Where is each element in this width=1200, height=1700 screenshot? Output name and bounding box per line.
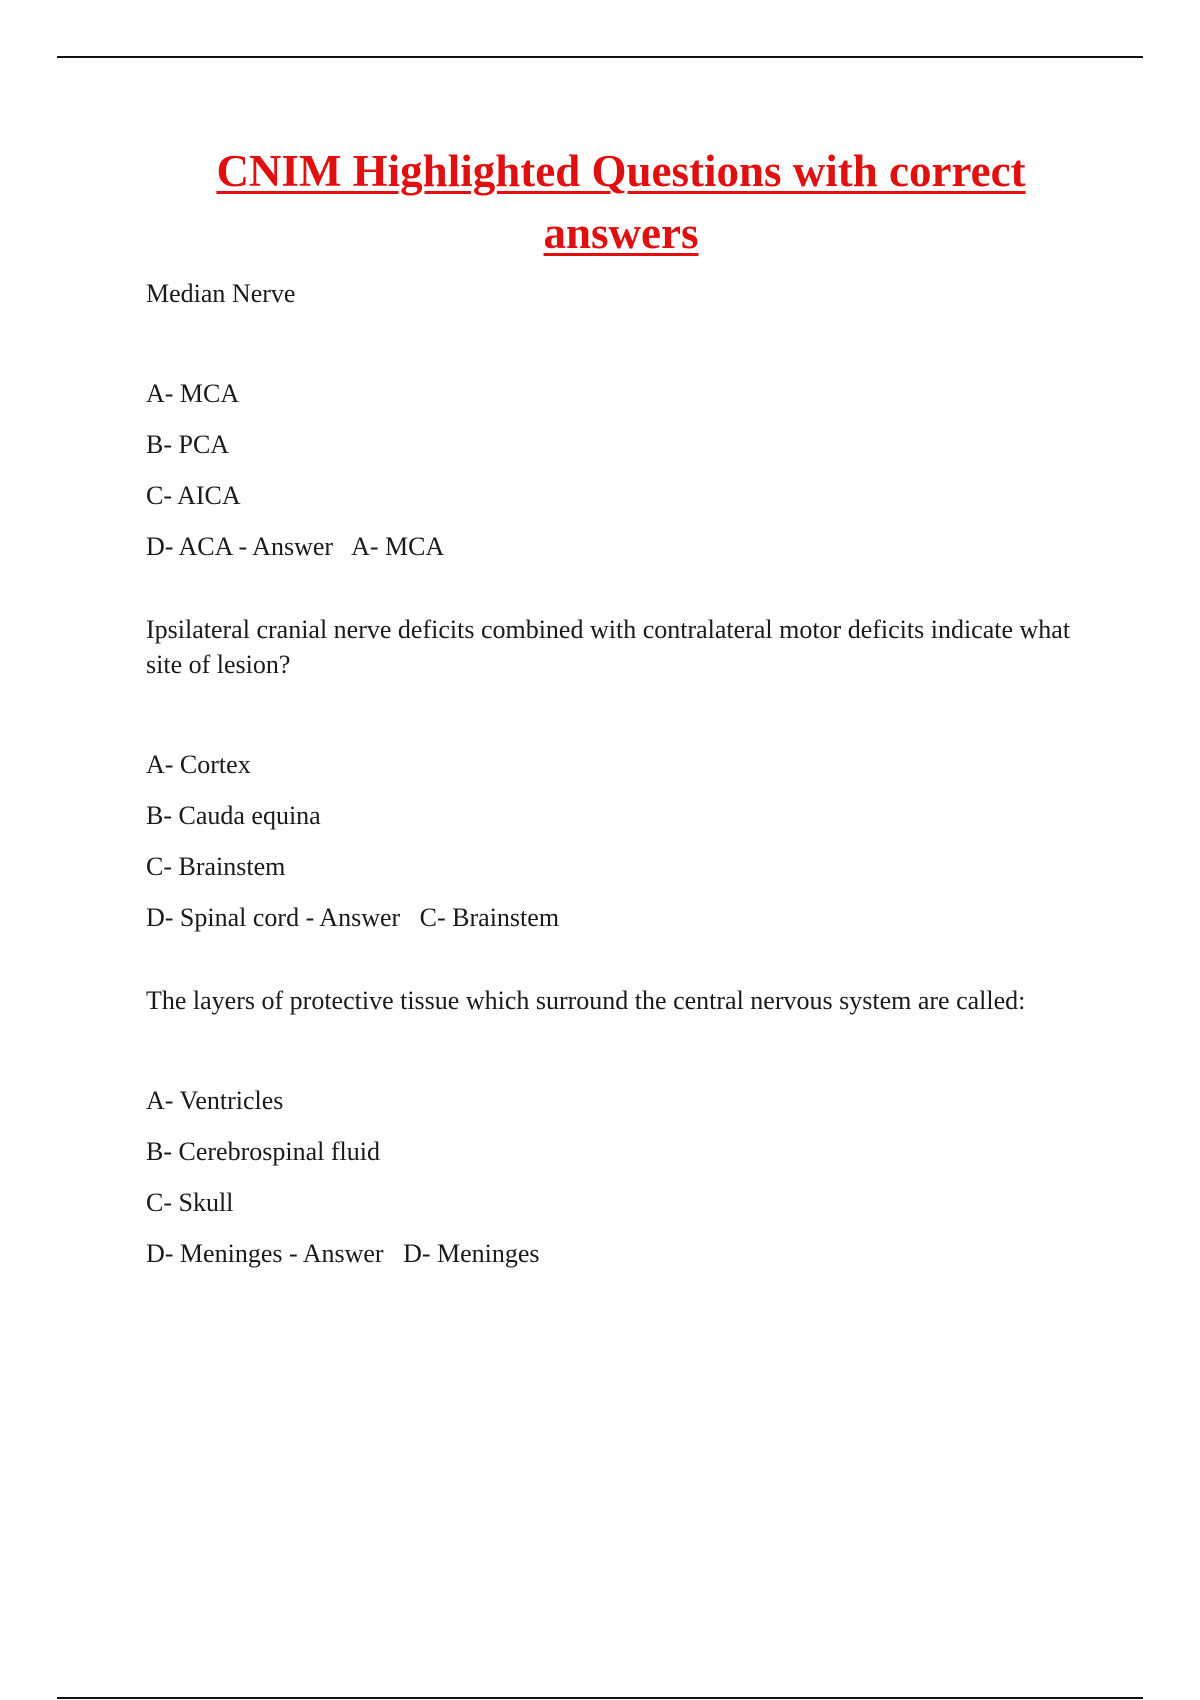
option-a: A- Ventricles (146, 1086, 284, 1115)
option-b: B- Cauda equina (146, 801, 321, 830)
document-title: CNIM Highlighted Questions with correct answers (216, 146, 1026, 258)
bottom-rule (57, 1697, 1143, 1699)
option-d-with-answer: D- Meninges - Answer D- Meninges (146, 1239, 540, 1268)
option-list (146, 1086, 1096, 1269)
question-block-1 (146, 276, 1096, 562)
document-body (146, 140, 1096, 1319)
option-c: C- AICA (146, 481, 241, 510)
option-b: B- PCA (146, 430, 230, 459)
option-c: C- Skull (146, 1188, 234, 1217)
question-text: Median Nerve (146, 279, 296, 308)
option-list (146, 379, 1096, 562)
option-a: A- Cortex (146, 750, 251, 779)
question-text: The layers of protective tissue which surround the central nervous system are called: (146, 986, 1026, 1015)
option-a: A- MCA (146, 379, 240, 408)
question-block-3 (146, 983, 1096, 1269)
option-d-with-answer: D- ACA - Answer A- MCA (146, 532, 445, 561)
top-rule (57, 56, 1143, 58)
question-block-2 (146, 612, 1096, 933)
option-c: C- Brainstem (146, 852, 286, 881)
option-b: B- Cerebrospinal fluid (146, 1137, 380, 1166)
option-d-with-answer: D- Spinal cord - Answer C- Brainstem (146, 903, 560, 932)
question-text: Ipsilateral cranial nerve deficits combined with contralateral motor deficits indicate what site of lesion? (146, 615, 1071, 679)
option-list (146, 750, 1096, 933)
